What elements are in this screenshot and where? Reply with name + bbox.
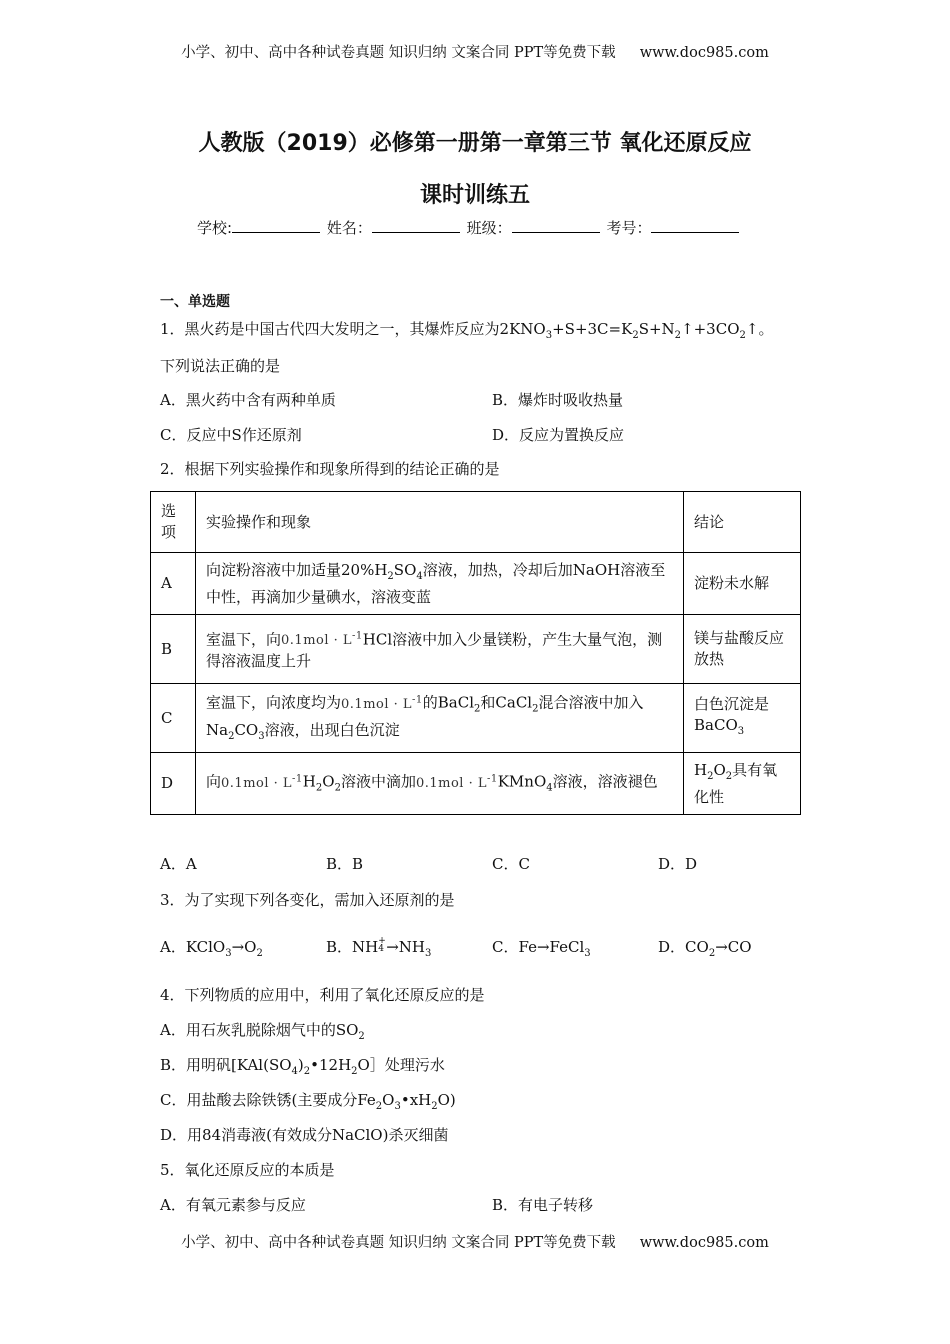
q5-option-a[interactable]: A．有氧元素参与反应 [160, 1196, 306, 1214]
table-row [151, 553, 801, 615]
q2-option-c[interactable]: C．C [492, 855, 530, 873]
footer-text: 小学、初中、高中各种试卷真题 知识归纳 文案合同 PPT等免费下载 [181, 1235, 616, 1251]
table-row [151, 615, 801, 684]
concentration-unit: $0.1mol \cdot L^{-1}$ [415, 773, 498, 791]
q3-option-a[interactable]: A．$KClO_3\to O_2$ [160, 938, 263, 959]
name-blank[interactable] [372, 218, 460, 233]
header-option: 选项 [151, 492, 196, 553]
q2-stem: 2．根据下列实验操作和现象所得到的结论正确的是 [160, 460, 500, 478]
document-title: 人教版（2019）必修第一册第一章第三节 氧化还原反应 [198, 131, 752, 156]
school-label: 学校: [197, 219, 233, 237]
q4-option-d[interactable]: D．用84消毒液(有效成分NaClO)杀灭细菌 [160, 1126, 449, 1144]
q3-option-b[interactable]: B．NH + 4 $\to NH_3$ [326, 936, 432, 959]
q3-option-d[interactable]: D．$CO_2\to CO$ [658, 938, 752, 959]
q1-option-b[interactable]: B．爆炸时吸收热量 [492, 391, 624, 409]
concentration-unit: $0.1mol \cdot L^{-1}$ [341, 694, 423, 712]
row-d-conclusion: $H_2O_2$具有氧化性 [684, 753, 801, 815]
q5-option-b[interactable]: B．有电子转移 [492, 1196, 594, 1214]
q1-stem: 1．黑火药是中国古代四大发明之一，其爆炸反应为$2KNO_3+S+3C=K_2S+N_2↑+3CO_2↑$。 [160, 320, 774, 341]
q2-table [150, 491, 801, 815]
row-c-option: C [151, 684, 196, 753]
q1-option-a[interactable]: A．黑火药中含有两种单质 [160, 391, 336, 409]
row-b-conclusion: 镁与盐酸反应放热 [684, 615, 801, 684]
class-blank[interactable] [512, 218, 600, 233]
header-url[interactable]: www.doc985.com [639, 45, 769, 61]
table-row [151, 753, 801, 815]
row-d-operation: 向$0.1mol \cdot L^{-1}H_2O_2$溶液中滴加$0.1mol \cdot L^{-1}KMnO_4$溶液，溶液褪色 [196, 753, 684, 815]
table-header-row [151, 492, 801, 553]
row-b-option: B [151, 615, 196, 684]
q4-option-a[interactable]: A．用石灰乳脱除烟气中的$SO_2$ [160, 1021, 365, 1042]
concentration-unit: $0.1mol \cdot L^{-1}$ [221, 773, 303, 791]
q5-stem: 5．氧化还原反应的本质是 [160, 1161, 335, 1179]
page-footer [0, 1231, 950, 1252]
row-d-option: D [151, 753, 196, 815]
header-conclusion: 结论 [684, 492, 801, 553]
footer-url[interactable]: www.doc985.com [639, 1235, 769, 1251]
class-label: 班级： [466, 219, 512, 237]
section-title: 一、单选题 [160, 294, 230, 310]
name-label: 姓名： [326, 219, 372, 237]
row-a-operation: 向淀粉溶液中加适量$20\%H_2SO_4$溶液，加热，冷却后加NaOH溶液至中性，再滴加少量碘水，溶液变蓝 [196, 553, 684, 615]
concentration-unit: $0.1mol \cdot L^{-1}$ [281, 630, 363, 649]
page-header [0, 41, 950, 62]
q4-stem: 4．下列物质的应用中，利用了氧化还原反应的是 [160, 986, 485, 1004]
header-text: 小学、初中、高中各种试卷真题 知识归纳 文案合同 PPT等免费下载 [181, 45, 616, 61]
school-blank[interactable] [232, 218, 320, 233]
q1-option-d[interactable]: D．反应为置换反应 [492, 426, 625, 444]
header-operation: 实验操作和现象 [196, 492, 684, 553]
number-label: 考号： [606, 219, 652, 237]
q2-option-a[interactable]: A．A [160, 855, 197, 873]
q2-option-b[interactable]: B．B [326, 855, 364, 873]
q4-option-b[interactable]: B．用明矾[$KAl(SO_4)_2•12H_2O]$处理污水 [160, 1056, 445, 1077]
q3-option-c[interactable]: C．Fe→FeCl$_3$ [492, 938, 591, 959]
q1-option-c[interactable]: C．反应中S作还原剂 [160, 426, 302, 444]
document-subtitle: 课时训练五 [419, 183, 530, 208]
row-b-operation: 室温下，向$0.1mol \cdot L^{-1}HCl$溶液中加入少量镁粉，产生大量气泡，测得溶液温度上升 [196, 615, 684, 684]
q3-stem: 3．为了实现下列各变化，需加入还原剂的是 [160, 891, 455, 909]
row-c-operation: 室温下，向浓度均为$0.1mol \cdot L^{-1}$的BaCl$_2$和CaCl$_2$混合溶液中加入$Na_2CO_3$溶液，出现白色沉淀 [196, 684, 684, 753]
row-c-conclusion: 白色沉淀是BaCO$_3$ [684, 684, 801, 753]
q1-stem-line2: 下列说法正确的是 [160, 357, 281, 375]
student-info-line [197, 217, 741, 238]
table-row [151, 684, 801, 753]
row-a-conclusion: 淀粉未水解 [684, 553, 801, 615]
q4-option-c[interactable]: C．用盐酸去除铁锈(主要成分$Fe_2O_3•xH_2O$) [160, 1091, 456, 1112]
row-a-option: A [151, 553, 196, 615]
q2-option-d[interactable]: D．D [658, 855, 698, 873]
number-blank[interactable] [651, 218, 739, 233]
